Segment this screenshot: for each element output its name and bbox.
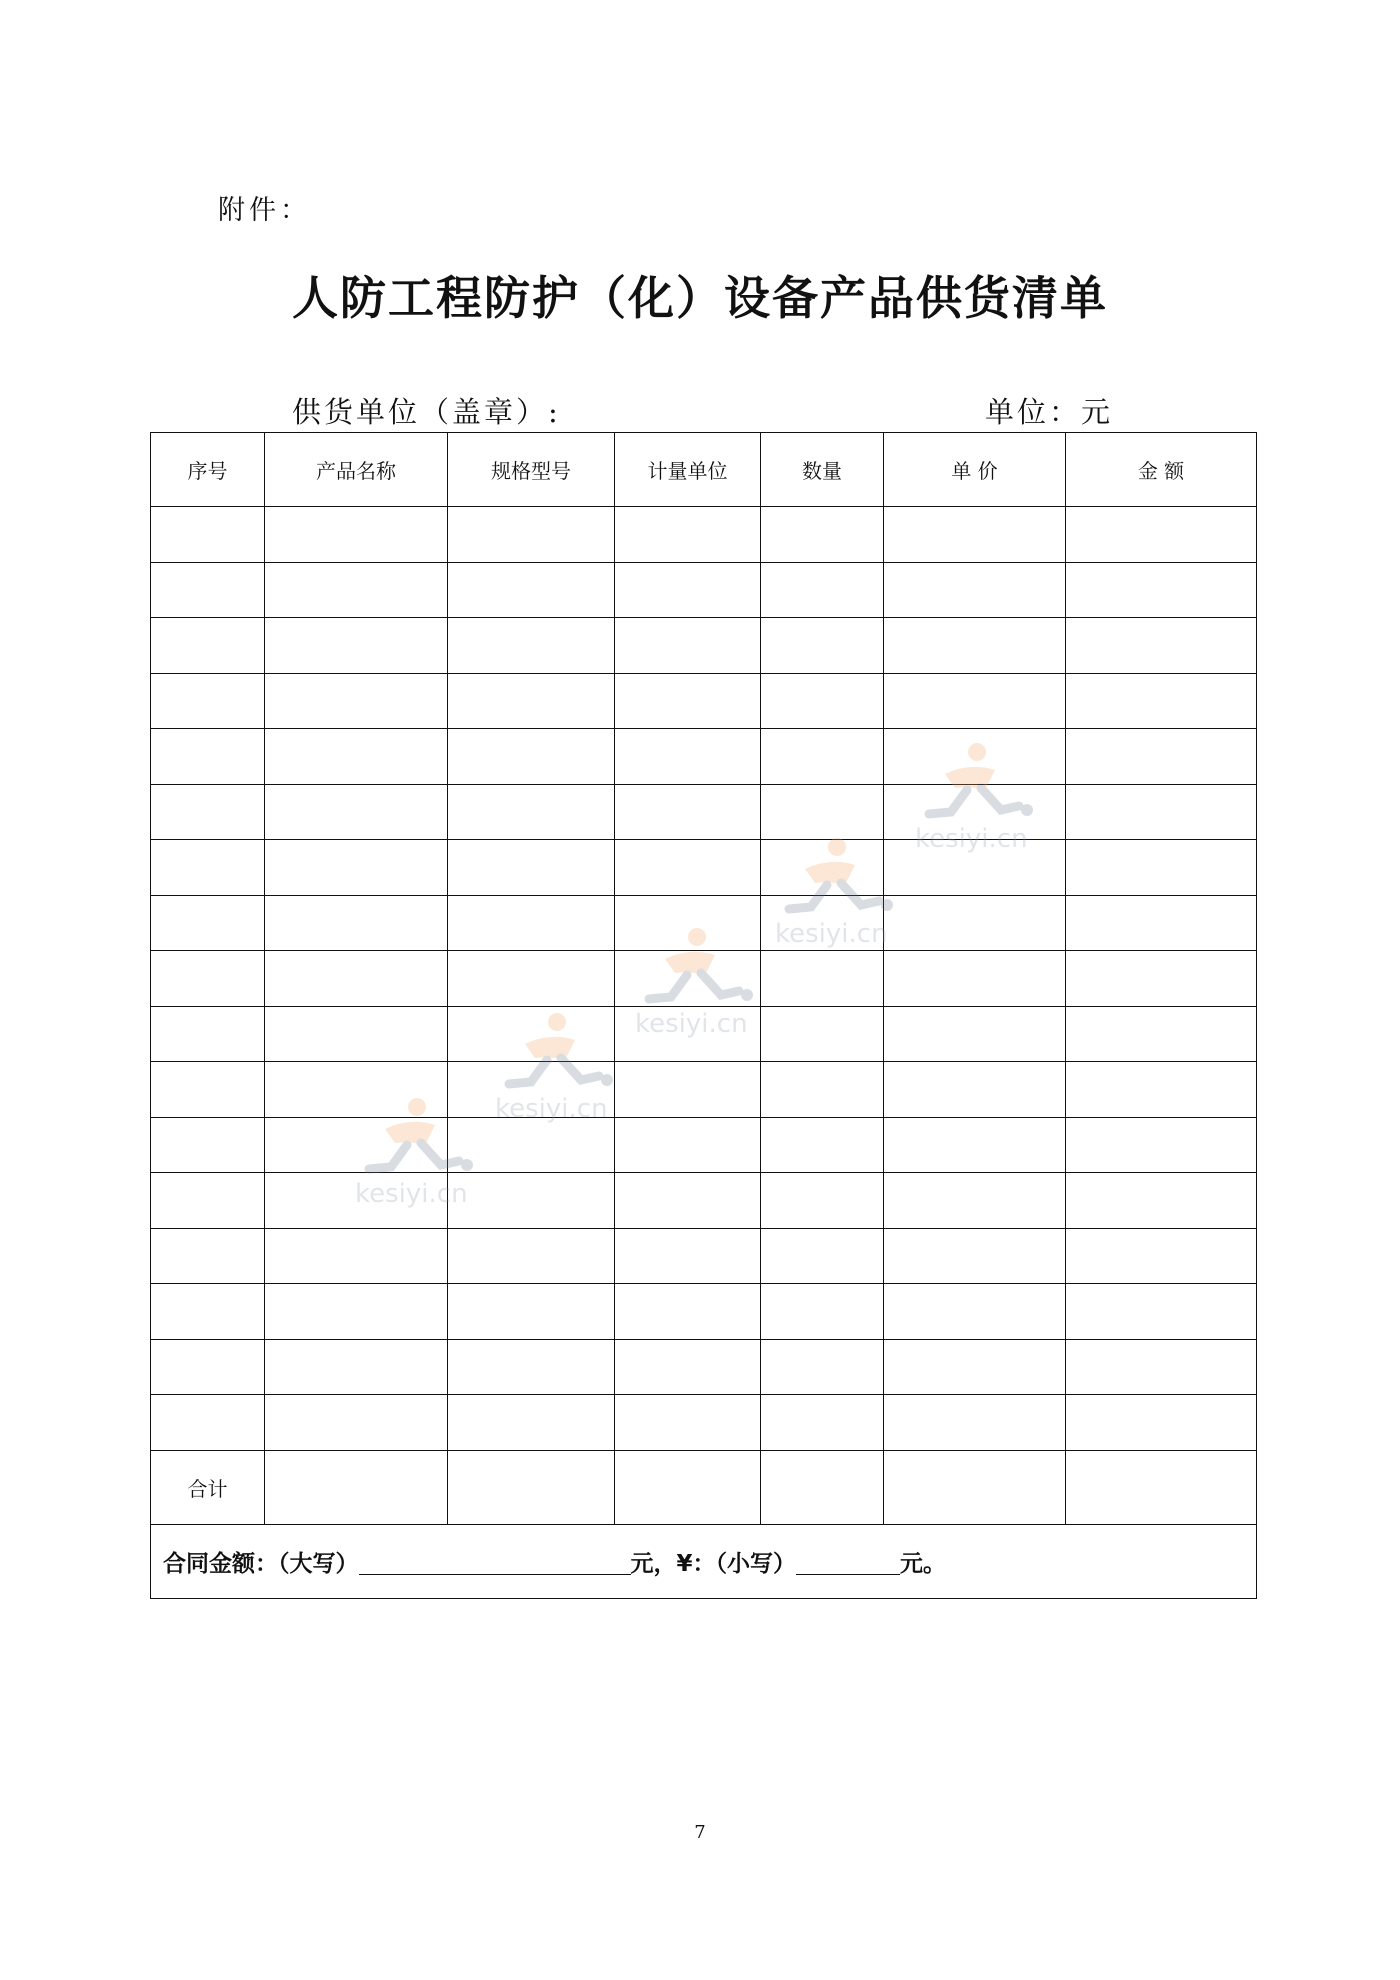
table-cell bbox=[1066, 562, 1257, 618]
table-cell bbox=[884, 562, 1066, 618]
table-cell bbox=[884, 784, 1066, 840]
table-row bbox=[151, 1339, 1257, 1395]
table-cell bbox=[151, 1006, 265, 1062]
table-cell bbox=[884, 1339, 1066, 1395]
table-cell bbox=[761, 1284, 884, 1340]
page-number: 7 bbox=[694, 1822, 706, 1843]
table-cell bbox=[761, 840, 884, 896]
table-cell bbox=[265, 1228, 448, 1284]
table-cell bbox=[761, 951, 884, 1007]
table-cell bbox=[884, 673, 1066, 729]
table-cell bbox=[1066, 784, 1257, 840]
table-cell bbox=[761, 1062, 884, 1118]
table-cell bbox=[615, 1395, 761, 1451]
table-cell bbox=[151, 840, 265, 896]
table-cell bbox=[151, 1117, 265, 1173]
table-cell bbox=[761, 1173, 884, 1229]
table-row bbox=[151, 1228, 1257, 1284]
table-cell bbox=[448, 673, 615, 729]
watermark-text: kesiyi.cn bbox=[355, 1179, 468, 1209]
total-cell bbox=[265, 1450, 448, 1524]
table-cell bbox=[615, 1117, 761, 1173]
amount-capital-blank bbox=[359, 1552, 631, 1575]
table-cell bbox=[1066, 1173, 1257, 1229]
table-cell bbox=[448, 951, 615, 1007]
amount-numeric-blank bbox=[796, 1552, 900, 1575]
total-cell bbox=[1066, 1450, 1257, 1524]
header-quantity: 数量 bbox=[761, 433, 884, 507]
watermark-text: kesiyi.cn bbox=[775, 919, 888, 949]
table-cell bbox=[1066, 673, 1257, 729]
amount-label-capital: 合同金额：（大写） bbox=[163, 1550, 359, 1577]
table-cell bbox=[265, 784, 448, 840]
table-cell bbox=[448, 1284, 615, 1340]
table-cell bbox=[884, 1117, 1066, 1173]
table-cell bbox=[151, 895, 265, 951]
table-cell bbox=[448, 1395, 615, 1451]
table-cell bbox=[448, 1117, 615, 1173]
contract-amount-cell bbox=[151, 1524, 1257, 1598]
table-row bbox=[151, 562, 1257, 618]
table-cell bbox=[615, 1284, 761, 1340]
total-row bbox=[151, 1450, 1257, 1524]
header-amount: 金 额 bbox=[1066, 433, 1257, 507]
table-cell bbox=[884, 729, 1066, 785]
table-cell bbox=[1066, 895, 1257, 951]
table-row bbox=[151, 951, 1257, 1007]
table-cell bbox=[151, 1284, 265, 1340]
table-cell bbox=[265, 507, 448, 563]
table-cell bbox=[151, 1173, 265, 1229]
table-cell bbox=[1066, 1395, 1257, 1451]
table-row bbox=[151, 673, 1257, 729]
table-cell bbox=[615, 673, 761, 729]
table-row bbox=[151, 507, 1257, 563]
table-cell bbox=[265, 729, 448, 785]
table-cell bbox=[448, 840, 615, 896]
table-cell bbox=[265, 1284, 448, 1340]
supplier-label: 供货单位（盖章）: bbox=[292, 395, 561, 429]
table-row bbox=[151, 729, 1257, 785]
table-cell bbox=[615, 784, 761, 840]
table-row bbox=[151, 1173, 1257, 1229]
watermark-text: kesiyi.cn bbox=[915, 824, 1028, 854]
total-label: 合计 bbox=[151, 1450, 265, 1524]
table-cell bbox=[265, 562, 448, 618]
table-cell bbox=[761, 562, 884, 618]
table-cell bbox=[884, 1228, 1066, 1284]
table-cell bbox=[1066, 1006, 1257, 1062]
table-cell bbox=[615, 562, 761, 618]
table-cell bbox=[761, 729, 884, 785]
document-title: 人防工程防护（化）设备产品供货清单 bbox=[292, 271, 1108, 325]
table-cell bbox=[1066, 729, 1257, 785]
table-cell bbox=[448, 507, 615, 563]
table-cell bbox=[615, 840, 761, 896]
table-row bbox=[151, 1117, 1257, 1173]
table-cell bbox=[615, 1339, 761, 1395]
table-cell bbox=[265, 1339, 448, 1395]
table-cell bbox=[1066, 507, 1257, 563]
table-cell bbox=[761, 1395, 884, 1451]
table-cell bbox=[151, 1062, 265, 1118]
table-cell bbox=[265, 618, 448, 674]
supply-list-table bbox=[150, 432, 1257, 1599]
header-product-name: 产品名称 bbox=[265, 433, 448, 507]
table-cell bbox=[265, 840, 448, 896]
table-cell bbox=[448, 895, 615, 951]
amount-label-suffix: 元。 bbox=[900, 1550, 947, 1577]
table-row bbox=[151, 1062, 1257, 1118]
table-cell bbox=[761, 1339, 884, 1395]
table-cell bbox=[615, 729, 761, 785]
table-row bbox=[151, 618, 1257, 674]
table-cell bbox=[448, 1006, 615, 1062]
table-cell bbox=[761, 1228, 884, 1284]
table-cell bbox=[151, 784, 265, 840]
currency-unit-label: 单位：元 bbox=[985, 395, 1114, 429]
table-cell bbox=[884, 507, 1066, 563]
table-cell bbox=[1066, 951, 1257, 1007]
table-cell bbox=[448, 1062, 615, 1118]
table-cell bbox=[265, 1006, 448, 1062]
table-row bbox=[151, 1284, 1257, 1340]
table-cell bbox=[448, 562, 615, 618]
table-cell bbox=[615, 1006, 761, 1062]
table-cell bbox=[884, 618, 1066, 674]
table-cell bbox=[151, 951, 265, 1007]
table-cell bbox=[151, 1228, 265, 1284]
table-cell bbox=[448, 1339, 615, 1395]
table-cell bbox=[151, 562, 265, 618]
table-cell bbox=[884, 1395, 1066, 1451]
table-cell bbox=[761, 507, 884, 563]
table-cell bbox=[615, 618, 761, 674]
amount-label-numeric: 元，¥：（小写） bbox=[630, 1550, 797, 1577]
table-cell bbox=[265, 1173, 448, 1229]
watermark-text: kesiyi.cn bbox=[495, 1094, 608, 1124]
table-row bbox=[151, 784, 1257, 840]
table-cell bbox=[151, 729, 265, 785]
table-cell bbox=[884, 895, 1066, 951]
table-row bbox=[151, 1395, 1257, 1451]
table-cell bbox=[151, 673, 265, 729]
table-cell bbox=[884, 1062, 1066, 1118]
table-cell bbox=[615, 1228, 761, 1284]
total-cell bbox=[884, 1450, 1066, 1524]
table-cell bbox=[615, 1173, 761, 1229]
table-body bbox=[151, 507, 1257, 1599]
contract-amount-row bbox=[151, 1524, 1257, 1598]
table-cell bbox=[884, 1284, 1066, 1340]
table-cell bbox=[884, 951, 1066, 1007]
total-cell bbox=[761, 1450, 884, 1524]
table-cell bbox=[761, 784, 884, 840]
table-cell bbox=[1066, 1228, 1257, 1284]
table-cell bbox=[1066, 1117, 1257, 1173]
table-cell bbox=[884, 1006, 1066, 1062]
table-row bbox=[151, 1006, 1257, 1062]
table-cell bbox=[761, 895, 884, 951]
header-specification: 规格型号 bbox=[448, 433, 615, 507]
table-cell bbox=[265, 1062, 448, 1118]
table-cell bbox=[265, 1117, 448, 1173]
table-cell bbox=[1066, 840, 1257, 896]
table-cell bbox=[1066, 1284, 1257, 1340]
table-cell bbox=[151, 1339, 265, 1395]
table-cell bbox=[448, 729, 615, 785]
table-cell bbox=[615, 895, 761, 951]
table-cell bbox=[615, 507, 761, 563]
watermark-text: kesiyi.cn bbox=[635, 1009, 748, 1039]
table-cell bbox=[265, 673, 448, 729]
header-measure-unit: 计量单位 bbox=[615, 433, 761, 507]
table-cell bbox=[265, 895, 448, 951]
table-cell bbox=[265, 951, 448, 1007]
table-row bbox=[151, 895, 1257, 951]
attachment-label: 附件： bbox=[218, 195, 311, 226]
table-cell bbox=[151, 618, 265, 674]
table-cell bbox=[615, 1062, 761, 1118]
header-serial-number: 序号 bbox=[151, 433, 265, 507]
total-cell bbox=[448, 1450, 615, 1524]
table-cell bbox=[615, 951, 761, 1007]
table-row bbox=[151, 840, 1257, 896]
table-cell bbox=[1066, 1062, 1257, 1118]
table-cell bbox=[448, 784, 615, 840]
table-cell bbox=[761, 1006, 884, 1062]
table-cell bbox=[884, 840, 1066, 896]
table-cell bbox=[448, 1228, 615, 1284]
table-cell bbox=[151, 507, 265, 563]
table-cell bbox=[1066, 1339, 1257, 1395]
table-cell bbox=[761, 1117, 884, 1173]
table-cell bbox=[1066, 618, 1257, 674]
table-cell bbox=[761, 618, 884, 674]
table-cell bbox=[151, 1395, 265, 1451]
header-unit-price: 单 价 bbox=[884, 433, 1066, 507]
table-cell bbox=[884, 1173, 1066, 1229]
table-cell bbox=[761, 673, 884, 729]
table-cell bbox=[265, 1395, 448, 1451]
table-cell bbox=[448, 1173, 615, 1229]
total-cell bbox=[615, 1450, 761, 1524]
table-cell bbox=[448, 618, 615, 674]
table-header-row bbox=[151, 433, 1257, 507]
